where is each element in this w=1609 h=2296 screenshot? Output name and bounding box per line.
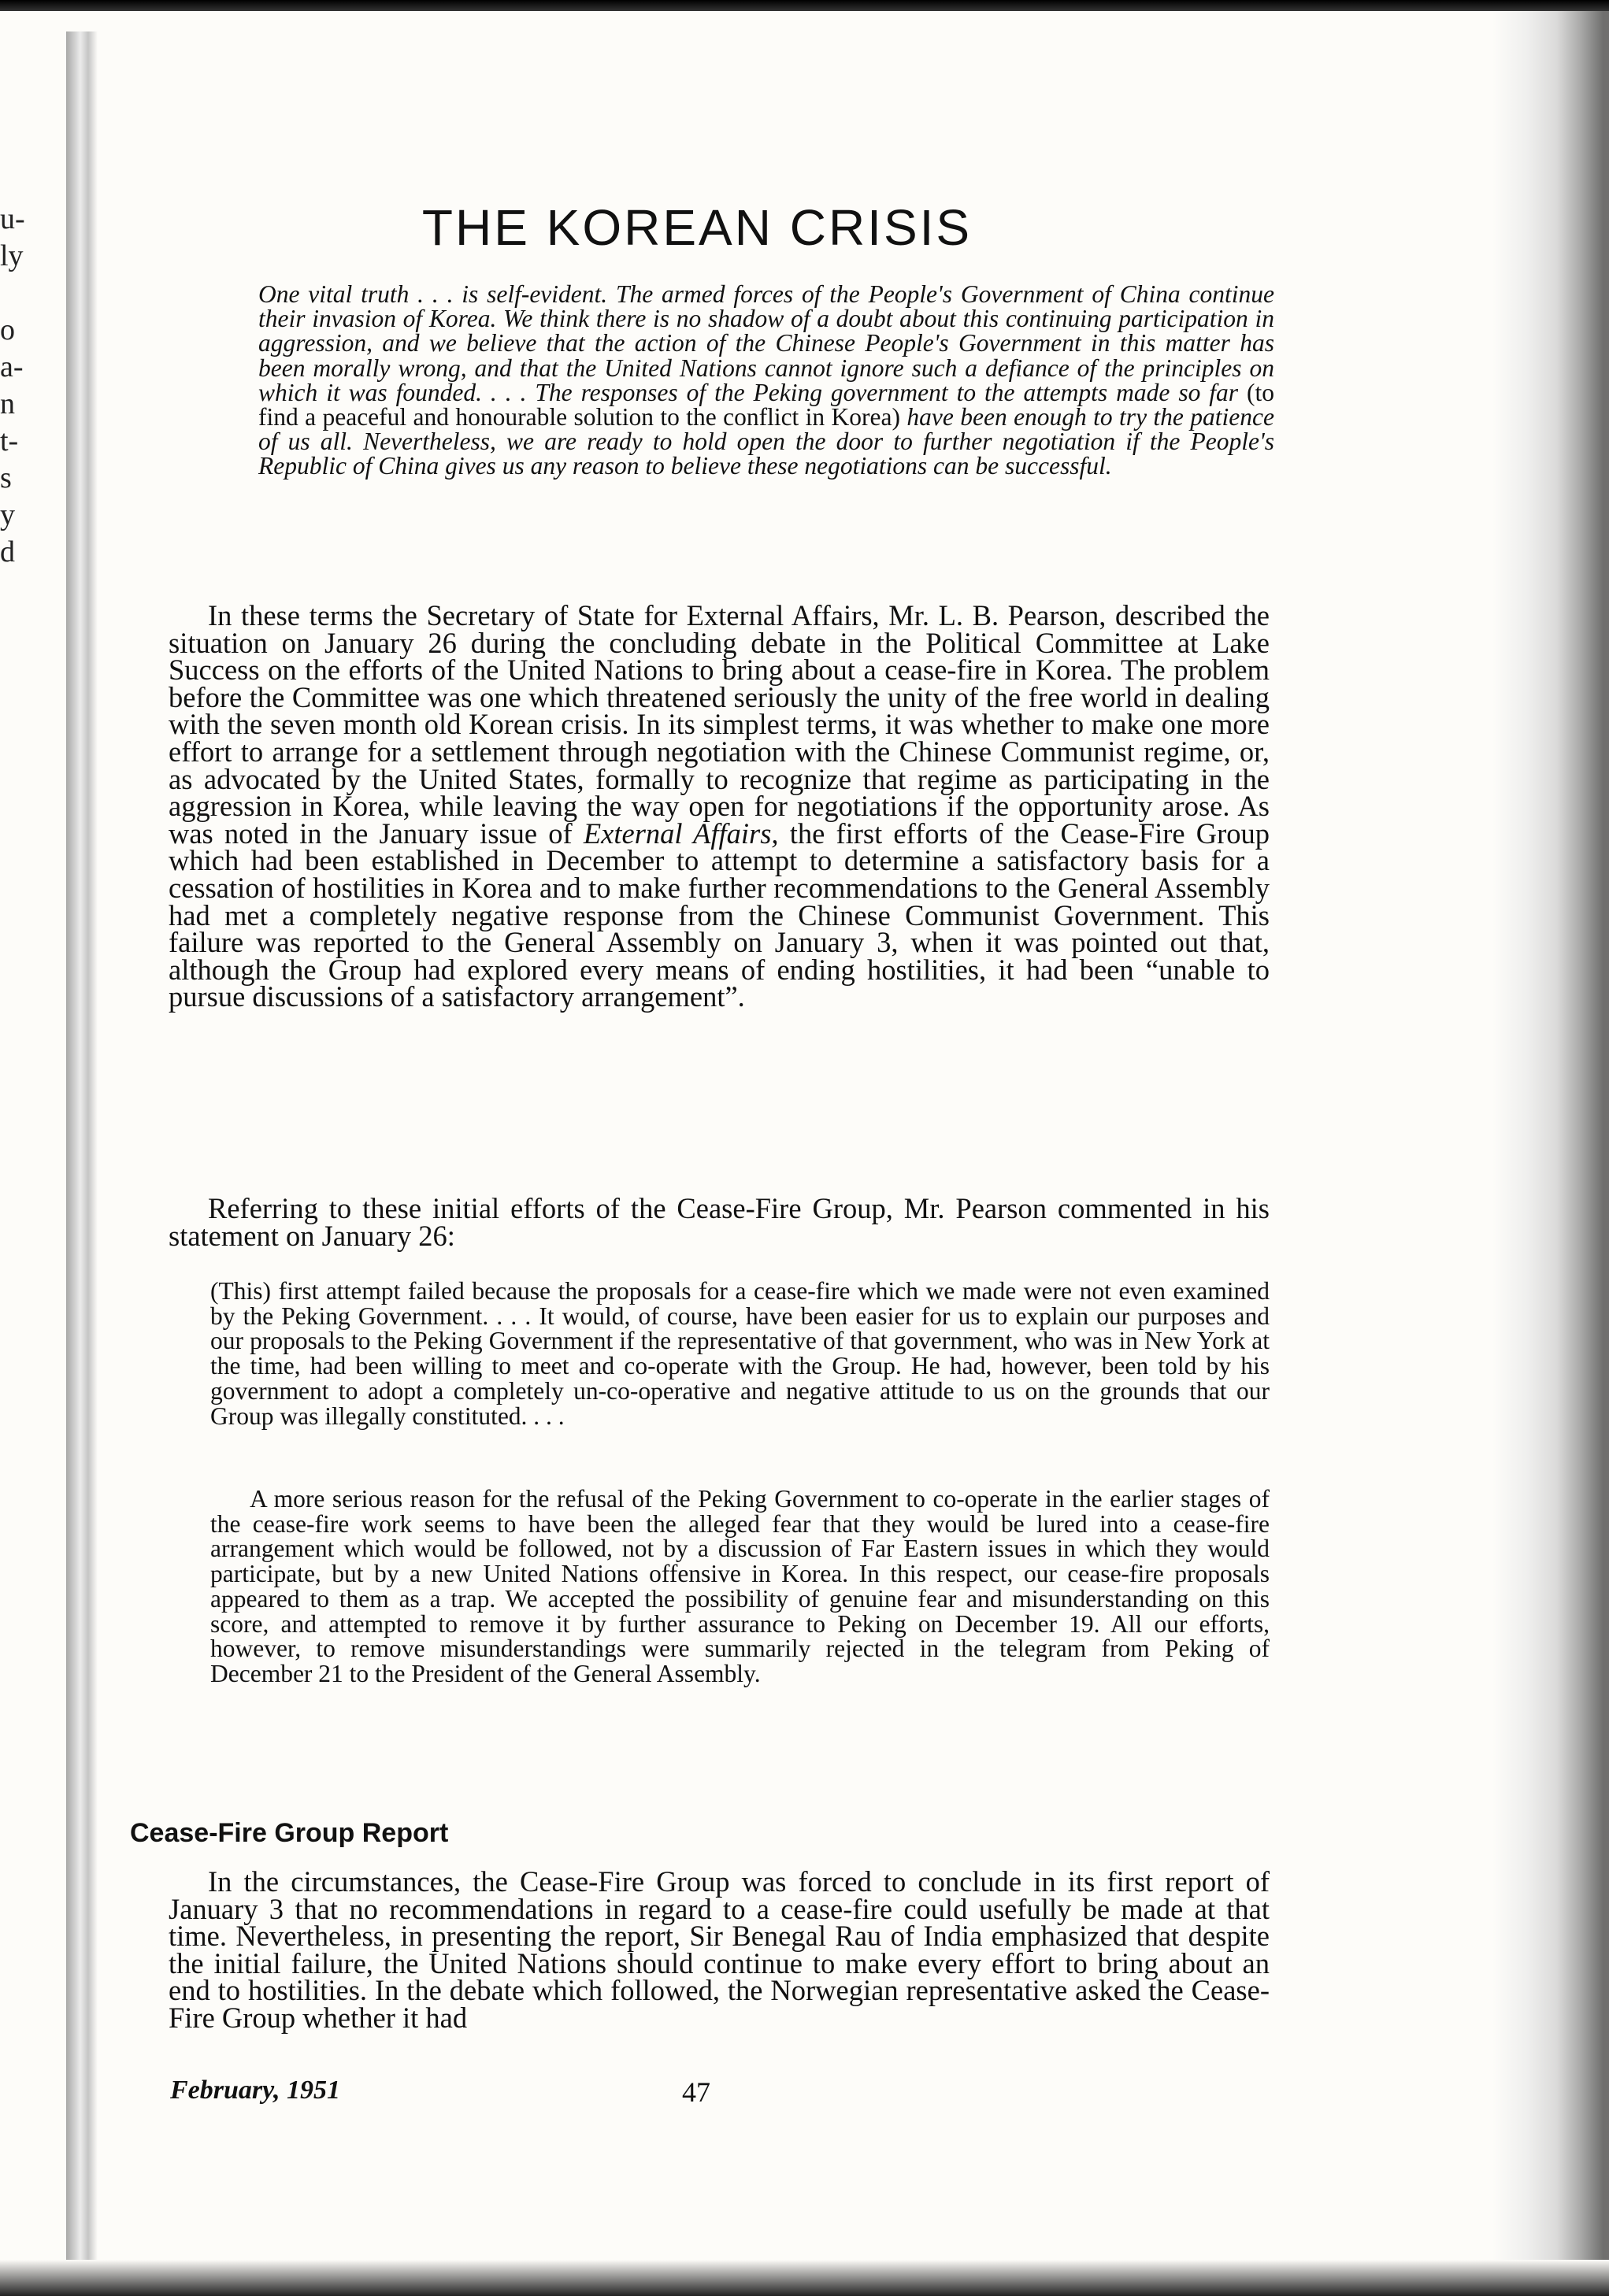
scan-bottom-edge <box>0 2260 1609 2296</box>
margin-fragment: s <box>0 461 12 494</box>
paragraph-text: In these terms the Secretary of State for External Affairs, Mr. L. B. Pearson, described the situation on January 26 during the concluding debate in the Political Committee at Lake Success on the efforts of the United Nations to bring about a cease-fire in Korea. The problem before the Committee was one which threatened seriously the unity of the free world in dealing with the seven month old Korean crisis. In its simplest terms, it was whether to make one more effort to arrange for a settlement through negotiation with the Chinese Communist regime, or, as advocated by the United States, formally to recognize that regime as participating in the aggression in Korea, while leaving the way open for negotiations if the opportunity arose. As was noted in the January issue of <box>169 599 1270 850</box>
block-quote: A more serious reason for the refusal of the Peking Government to co-operate in the earlier stages of the cease-fire work seems to have been the alleged fear that they would be lured into a cease-fire arrangement which would be followed, not by a discussion of Far Eastern issues in which they would participate, but by a new United Nations offensive in Korea. In this respect, our cease-fire proposals appeared to them as a trap. We accepted the possibility of genuine fear and misunderstanding on this score, and attempted to remove it by further assurance to Peking on December 19. All our efforts, however, to remove misunderstandings were summarily rejected in the telegram from Peking of December 21 to the President of the General Assembly. <box>210 1485 1270 1687</box>
margin-fragment: a- <box>0 350 24 383</box>
scan-right-binding-shadow <box>1492 11 1609 2296</box>
margin-fragment: d <box>0 535 15 568</box>
margin-fragment: y <box>0 498 15 531</box>
epigraph-parenthetical: (to find a peaceful and honourable solution to the conflict in Korea) <box>258 378 1274 431</box>
epigraph-quote <box>258 282 1274 479</box>
paragraph-text: the first efforts of the Cease-Fire Group which had been established in December to attempt to determine a satisfactory basis for a cessation of hostilities in Korea and to make further recommendations to the General Assembly had met a completely negative response from the Chinese Communist Government. This failure was reported to the General Assembly on January 3, when it was pointed out that, although the Group had explored every means of ending hostilities, it had been “unable to pursue discussions of a satisfactory arrangement”. <box>169 817 1270 1013</box>
scan-top-edge <box>0 0 1609 11</box>
margin-fragment: ly <box>0 239 24 272</box>
margin-fragment: u- <box>0 202 25 235</box>
scan-left-binding-shadow <box>66 31 98 2296</box>
section-heading: Cease-Fire Group Report <box>130 1818 449 1848</box>
epigraph-text: have been enough to try the patience of us all. Nevertheless, we are ready to hold open the door to further negotiation if the People's Republic of China gives us any reason to believe these negotiations can be successful. <box>258 403 1274 480</box>
page-number: 47 <box>682 2076 710 2108</box>
margin-fragment: t- <box>0 424 19 457</box>
body-paragraph <box>169 599 1270 1013</box>
publication-name: External Affairs, <box>583 817 779 850</box>
footer-date: February, 1951 <box>170 2076 340 2105</box>
block-quote: (This) first attempt failed because the proposals for a cease-fire which we made were not even examined by the Peking Government. . . . It would, of course, have been easier for us to explain our purposes and our proposals to the Peking Government if the representative of that government, who was in New York at the time, had been willing to meet and co-operate with the Group. He had, however, been told by his government to adopt a completely un-co-operative and negative attitude to us on the grounds that our Group was illegally constituted. . . . <box>210 1277 1270 1430</box>
margin-fragment <box>0 275 24 312</box>
margin-fragment: o <box>0 313 15 346</box>
body-paragraph: Referring to these initial efforts of the Cease-Fire Group, Mr. Pearson commented in his statement on January 26: <box>169 1192 1270 1252</box>
body-paragraph: In the circumstances, the Cease-Fire Group was forced to conclude in its first report of January 3 that no recommendations in regard to a cease-fire could usefully be made at that time. Nevertheless, in presenting the report, Sir Benegal Rau of India emphasized that despite the initial failure, the United Nations should continue to make every effort to bring about an end to hostilities. In the debate which followed, the Norwegian representative asked the Cease-Fire Group whether it had <box>169 1865 1270 2034</box>
article-title: THE KOREAN CRISIS <box>421 199 973 256</box>
margin-fragment: n <box>0 387 15 420</box>
epigraph-text: One vital truth . . . is self-evident. The armed forces of the People's Government of China continue their invasion of Korea. We think there is no shadow of a doubt about this continuing participation in aggression, and we believe that the action of the Chinese People's Government in this matter has been morally wrong, and that the United Nations cannot ignore such a defiance of the principles on which it was founded. . . . The responses of the Peking government to the attempts made so far <box>258 280 1274 406</box>
